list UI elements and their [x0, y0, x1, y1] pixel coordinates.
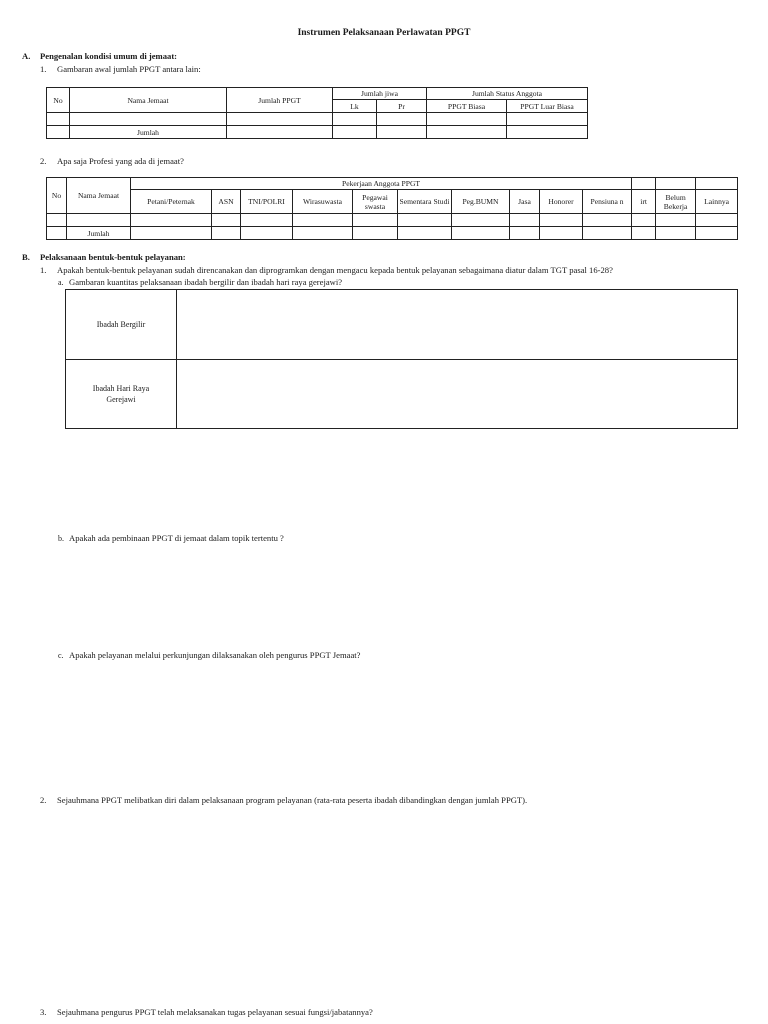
header-no: No — [47, 88, 70, 113]
cell[interactable] — [696, 227, 738, 240]
cell[interactable] — [427, 126, 507, 139]
total-row — [47, 126, 588, 139]
cell[interactable] — [427, 113, 507, 126]
header-jasa: Jasa — [510, 190, 540, 214]
question-b3-number: 3. — [40, 1007, 47, 1017]
header-belum-bekerja: Belum Bekerja — [656, 190, 696, 214]
question-a1-text: Gambaran awal jumlah PPGT antara lain: — [57, 64, 201, 74]
cell[interactable] — [398, 227, 452, 240]
cell[interactable] — [212, 227, 241, 240]
cell[interactable] — [293, 227, 353, 240]
cell[interactable] — [696, 214, 738, 227]
cell[interactable] — [47, 113, 70, 126]
profession-table — [46, 177, 738, 240]
cell[interactable] — [540, 214, 583, 227]
cell[interactable] — [632, 214, 656, 227]
cell[interactable] — [452, 227, 510, 240]
section-b-heading: Pelaksanaan bentuk-bentuk pelayanan: — [40, 252, 186, 262]
header-lk: Lk — [333, 100, 377, 113]
header-wirasuwasta: Wirasuwasta — [293, 190, 353, 214]
question-b1-number: 1. — [40, 265, 47, 275]
question-b1a-label: a. — [58, 278, 64, 287]
header-sementara-studi: Sementara Studi — [398, 190, 452, 214]
question-a1-number: 1. — [40, 64, 47, 74]
section-a-heading: Pengenalan kondisi umum di jemaat: — [40, 51, 178, 61]
cell[interactable] — [377, 126, 427, 139]
cell[interactable] — [507, 126, 588, 139]
header-pr: Pr — [377, 100, 427, 113]
cell[interactable] — [377, 113, 427, 126]
cell — [47, 126, 70, 139]
header-jumlah-ppgt: Jumlah PPGT — [227, 88, 333, 113]
cell[interactable] — [212, 214, 241, 227]
cell[interactable] — [353, 214, 398, 227]
cell — [47, 227, 67, 240]
header-asn: ASN — [212, 190, 241, 214]
header-jumlah-jiwa: Jumlah jiwa — [333, 88, 427, 100]
header-irt: irt — [632, 190, 656, 214]
cell[interactable] — [583, 227, 632, 240]
header-ppgt-luar-biasa: PPGT Luar Biasa — [507, 100, 588, 113]
cell[interactable] — [452, 214, 510, 227]
header-status-anggota: Jumlah Status Anggota — [427, 88, 588, 100]
section-b-letter: B. — [22, 252, 30, 262]
cell[interactable] — [656, 214, 696, 227]
header-nama-jemaat: Nama Jemaat — [70, 88, 227, 113]
cell — [632, 178, 656, 190]
question-b1a-text: Gambaran kuantitas pelaksanaan ibadah bergilir dan ibadah hari raya gerejawi? — [69, 277, 343, 287]
header-nama-jemaat: Nama Jemaat — [67, 178, 131, 214]
header-peg-bumn: Peg.BUMN — [452, 190, 510, 214]
cell[interactable] — [227, 113, 333, 126]
cell[interactable] — [333, 126, 377, 139]
ibadah-bergilir-label: Ibadah Bergilir — [66, 290, 177, 360]
question-b1c-text: Apakah pelayanan melalui perkunjungan dilaksanakan oleh pengurus PPGT Jemaat? — [69, 650, 361, 660]
cell[interactable] — [131, 214, 212, 227]
cell[interactable] — [131, 227, 212, 240]
header-honorer: Honorer — [540, 190, 583, 214]
header-pekerjaan-anggota: Pekerjaan Anggota PPGT — [131, 178, 632, 190]
question-b1c-label: c. — [58, 651, 64, 660]
cell[interactable] — [67, 214, 131, 227]
page-title: Instrumen Pelaksanaan Perlawatan PPGT — [297, 28, 471, 38]
question-a2-number: 2. — [40, 156, 47, 166]
ppgt-count-table — [46, 87, 588, 139]
header-pegawai-swasta: Pegawai swasta — [353, 190, 398, 214]
question-b1b-text: Apakah ada pembinaan PPGT di jemaat dalam topik tertentu ? — [69, 533, 284, 543]
header-petani: Petani/Peternak — [131, 190, 212, 214]
ibadah-hari-raya-answer[interactable] — [177, 360, 738, 429]
header-ppgt-biasa: PPGT Biasa — [427, 100, 507, 113]
question-b1b-label: b. — [58, 534, 64, 543]
question-a2-text: Apa saja Profesi yang ada di jemaat? — [57, 156, 184, 166]
question-b2-text: Sejauhmana PPGT melibatkan diri dalam pelaksanaan program pelayanan (rata-rata peserta ibadah dibandingkan dengan jumlah PPGT). — [57, 795, 528, 805]
cell[interactable] — [47, 214, 67, 227]
cell[interactable] — [656, 227, 696, 240]
header-no: No — [47, 178, 67, 214]
table-row — [47, 214, 738, 227]
cell[interactable] — [398, 214, 452, 227]
cell[interactable] — [241, 227, 293, 240]
total-label: Jumlah — [70, 126, 227, 139]
section-a-letter: A. — [22, 51, 31, 61]
ibadah-table — [65, 289, 738, 429]
cell[interactable] — [70, 113, 227, 126]
cell[interactable] — [510, 227, 540, 240]
header-pensiunan: Pensiuna n — [583, 190, 632, 214]
cell — [656, 178, 696, 190]
ibadah-hari-raya-label: Ibadah Hari Raya Gerejawi — [66, 360, 177, 429]
cell[interactable] — [227, 126, 333, 139]
ibadah-bergilir-answer[interactable] — [177, 290, 738, 360]
header-lainnya: Lainnya — [696, 190, 738, 214]
table-row — [47, 113, 588, 126]
question-b2-number: 2. — [40, 795, 47, 805]
cell[interactable] — [353, 227, 398, 240]
total-label: Jumlah — [67, 227, 131, 240]
cell[interactable] — [507, 113, 588, 126]
total-row — [47, 227, 738, 240]
question-b1-text: Apakah bentuk-bentuk pelayanan sudah direncanakan dan diprogramkan dengan mengacu kepada bentuk pelayanan sebagaimana diatur dalam TGT pasal 16-28? — [57, 265, 613, 275]
cell[interactable] — [241, 214, 293, 227]
cell[interactable] — [583, 214, 632, 227]
header-tni-polri: TNI/POLRI — [241, 190, 293, 214]
cell[interactable] — [293, 214, 353, 227]
cell[interactable] — [632, 227, 656, 240]
cell[interactable] — [510, 214, 540, 227]
cell[interactable] — [540, 227, 583, 240]
cell — [696, 178, 738, 190]
cell[interactable] — [333, 113, 377, 126]
question-b3-text: Sejauhmana pengurus PPGT telah melaksanakan tugas pelayanan sesuai fungsi/jabatannya? — [57, 1007, 373, 1017]
